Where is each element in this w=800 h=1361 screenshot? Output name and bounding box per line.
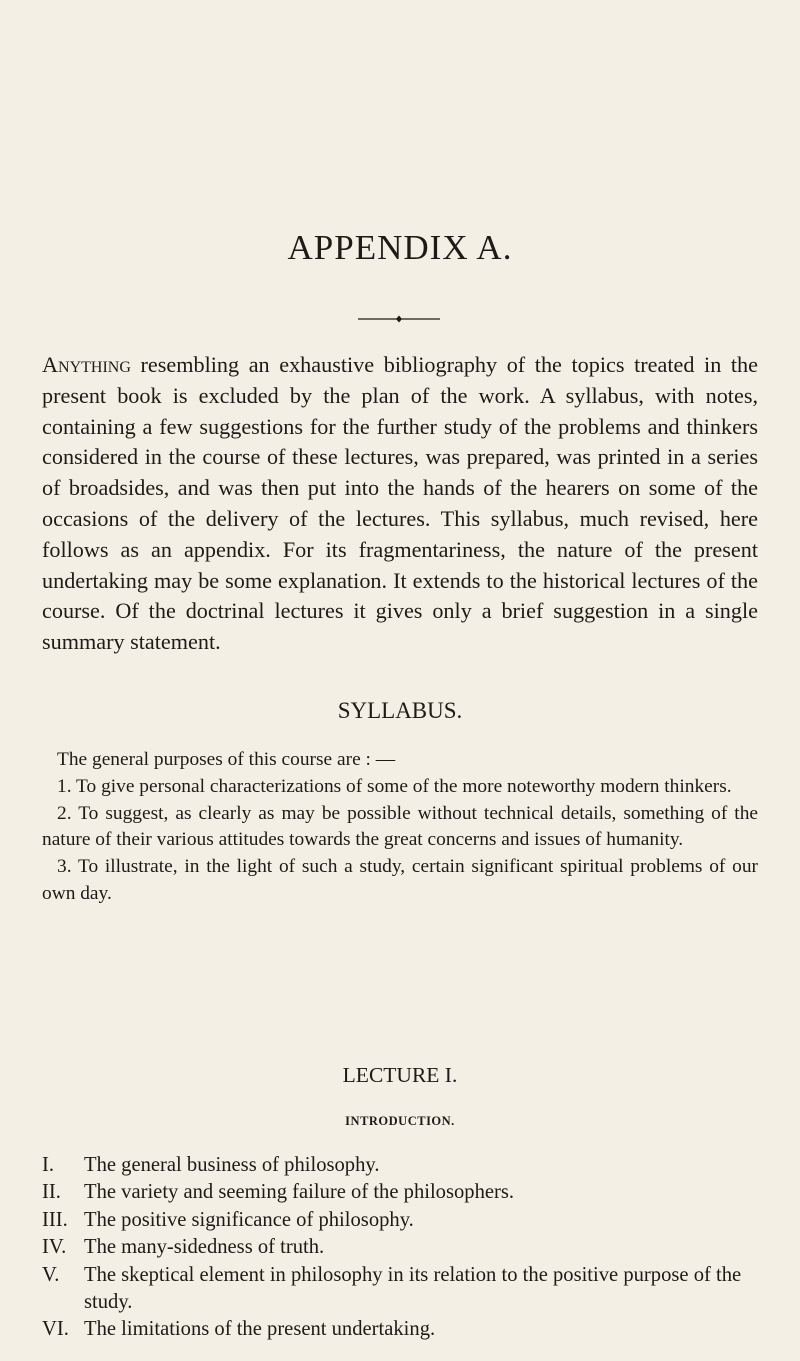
topic-text: The skeptical element in philosophy in its relation to the positive purpose of the study.	[84, 1263, 742, 1314]
list-item	[42, 1179, 758, 1206]
syllabus-purpose-1: 1. To give personal characterizations of some of the more noteworthy modern thinkers.	[57, 775, 732, 797]
divider-ornament	[358, 314, 440, 324]
intro-text: resembling an exhaustive bibliography of the topics treated in the present book is excluded by the plan of the work. A syllabus, with notes, containing a few suggestions for the further study of the problems and thinkers considered in the course of these lectures, was prepared, was printed in a series of broadsides, and was then put into the hands of the hearers on some of the occasions of the delivery of the lectures. This syllabus, much revised, here follows as an appendix. For its fragmentariness, the nature of the present undertaking may be some explanation. It extends to the historical lectures of the course. Of the doctrinal lectures it gives only a brief suggestion in a single summary statement.	[42, 352, 759, 655]
list-item	[42, 1234, 758, 1261]
syllabus-body	[42, 747, 758, 908]
list-item	[42, 1262, 758, 1317]
topic-number: VI.	[42, 1318, 69, 1341]
lecture-topics-list	[42, 1152, 758, 1344]
syllabus-heading: SYLLABUS.	[337, 698, 463, 723]
syllabus-purposes-intro: The general purposes of this course are : —	[57, 749, 396, 770]
lecture-heading: LECTURE I.	[342, 1063, 458, 1087]
topic-number: II.	[42, 1181, 61, 1204]
topic-number: V.	[42, 1263, 60, 1286]
appendix-title: APPENDIX A.	[287, 228, 513, 267]
topic-text: The general business of philosophy.	[84, 1154, 380, 1176]
topic-text: The many-sidedness of truth.	[84, 1236, 325, 1259]
list-item	[42, 1316, 758, 1343]
list-item	[42, 1207, 758, 1234]
topic-text: The positive significance of philosophy.	[84, 1208, 414, 1231]
lecture-subheading: INTRODUCTION.	[345, 1114, 455, 1128]
topic-text: The limitations of the present undertaking.	[84, 1318, 436, 1341]
syllabus-purpose-2: 2. To suggest, as clearly as may be possible without technical details, something of the nature of their various attitudes towards the great concerns and issues of humanity.	[42, 802, 758, 851]
topic-number: III.	[42, 1208, 68, 1231]
intro-lead-word: Anything	[42, 352, 131, 377]
intro-paragraph	[42, 350, 758, 658]
topic-text: The variety and seeming failure of the philosophers.	[84, 1181, 515, 1204]
topic-number: I.	[42, 1154, 55, 1176]
syllabus-purpose-3: 3. To illustrate, in the light of such a study, certain significant spiritual problems of our own day.	[42, 856, 758, 904]
topic-number: IV.	[42, 1236, 67, 1259]
list-item	[42, 1152, 758, 1179]
